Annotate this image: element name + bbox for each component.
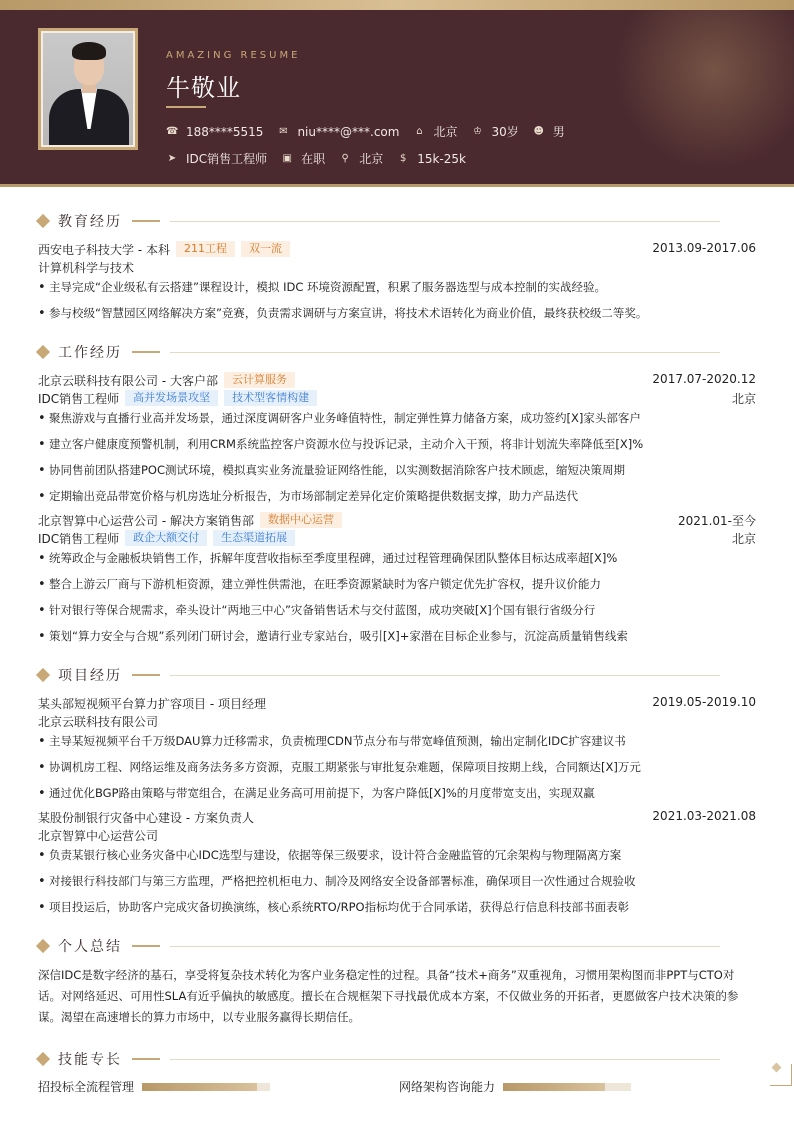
skill-bar-fill	[142, 1083, 257, 1091]
job-salary-text: 15k-25k	[417, 151, 466, 166]
job-title	[166, 150, 267, 167]
work-date: 2021.01-至今	[678, 514, 756, 528]
diamond-icon	[36, 939, 50, 953]
project-name: 某股份制银行灾备中心建设 - 方案负责人	[38, 810, 254, 825]
contact-city	[413, 123, 457, 140]
section-rule	[170, 946, 720, 947]
summary-text: 深信IDC是数字经济的基石，享受将复杂技术转化为客户业务稳定性的过程。具备“技术+商务”双重视角，习惯用架构图而非PPT与CTO对话。对网络延迟、可用性SLA有近乎偏执的敏感度。擅长在合规框架下寻找最优成本方案，不仅做业务的开拓者，更愿做客户技术决策的参谋。渴望在高速增长的算力市场中，以专业服务赢得长期信任。	[38, 968, 739, 1024]
skill-bar	[142, 1083, 270, 1091]
project-date: 2019.05-2019.10	[652, 695, 756, 709]
section-dash	[132, 945, 160, 947]
work-location: 北京	[731, 392, 756, 406]
job-row	[166, 150, 480, 167]
contact-phone	[166, 125, 263, 139]
project-date: 2021.03-2021.08	[652, 809, 756, 823]
role-tag: 技术型客情构建	[224, 390, 317, 406]
project-bullet: • 负责某银行核心业务灾备中心IDC选型与建设，依据等保三级要求，设计符合金融监管的冗余架构与物理隔离方案	[38, 847, 756, 863]
company-tag: 云计算服务	[224, 372, 295, 388]
education-title: 教育经历	[58, 214, 122, 230]
role-text: IDC销售工程师	[38, 531, 120, 546]
send-icon: ➤	[167, 153, 177, 164]
school-tag: 211工程	[176, 241, 235, 257]
location-icon: ⚲	[341, 153, 349, 164]
summary-heading	[38, 936, 720, 956]
skill-bar	[503, 1083, 631, 1091]
diamond-icon	[36, 345, 50, 359]
company-name: 北京智算中心运营公司 - 解决方案销售部	[38, 513, 254, 528]
mail-icon: ✉	[279, 126, 288, 137]
profile-photo	[43, 33, 133, 145]
role-tag: 高并发场景攻坚	[125, 390, 218, 406]
salary-icon: $	[400, 153, 407, 164]
section-dash	[132, 351, 160, 353]
work-bullet: • 聚焦游戏与直播行业高并发场景，通过深度调研客户业务峰值特性，制定弹性算力储备方案，成功签约[X]家头部客户	[38, 410, 756, 426]
work-bullet: • 整合上游云厂商与下游机柜资源，建立弹性供需池，在旺季资源紧缺时为客户锁定优先扩容权，提升议价能力	[38, 576, 756, 592]
resume-header	[0, 10, 794, 186]
education-major	[38, 259, 756, 275]
project-name: 某头部短视频平台算力扩容项目 - 项目经理	[38, 696, 266, 711]
diamond-icon	[36, 668, 50, 682]
contact-row	[166, 123, 579, 140]
diamond-icon	[36, 1052, 50, 1066]
project-entry	[38, 808, 756, 826]
work-bullet: • 定期输出竞品带宽价格与机房选址分析报告，为市场部制定差异化定价策略提供数据支撑，助力产品迭代	[38, 488, 756, 504]
project-bullet: • 项目投运后，协助客户完成灾备切换演练，核心系统RTO/RPO指标均优于合同承诺，获得总行信息科技部书面表彰	[38, 899, 756, 915]
contact-email	[277, 125, 399, 139]
role-tag: 政企大额交付	[125, 530, 207, 546]
gender-text: 男	[552, 125, 565, 139]
age-text: 30岁	[491, 125, 519, 139]
job-status	[281, 150, 325, 167]
skill-item	[399, 1078, 631, 1095]
job-salary	[397, 152, 466, 166]
email-text: niu****@***.com	[297, 124, 400, 139]
education-entry	[38, 240, 756, 258]
contact-age	[471, 123, 518, 140]
skills-heading	[38, 1049, 720, 1069]
education-heading	[38, 211, 720, 231]
company-name: 北京云联科技有限公司 - 大客户部	[38, 373, 218, 388]
phone-icon: ☎	[166, 126, 179, 137]
home-icon: ⌂	[416, 126, 423, 137]
project-bullet: • 主导某短视频平台千万级DAU算力迁移需求，负责梳理CDN节点分布与带宽峰值预测，输出定制化IDC扩容建议书	[38, 733, 756, 749]
project-bullet: • 对接银行科技部门与第三方监理，严格把控机柜电力、制冷及网络安全设备部署标准，确保项目一次性通过合规验收	[38, 873, 756, 889]
contact-gender	[533, 123, 565, 140]
skills-title: 技能专长	[58, 1052, 122, 1068]
education-date: 2013.09-2017.06	[652, 241, 756, 255]
brand-label: AMAZING RESUME	[166, 50, 301, 61]
job-title-text: IDC销售工程师	[186, 152, 268, 166]
summary-title: 个人总结	[58, 939, 122, 955]
section-rule	[170, 675, 720, 676]
work-role	[38, 529, 756, 547]
work-bullet: • 统筹政企与金融板块销售工作，拆解年度营收指标至季度里程碑，通过过程管理确保团队整体目标达成率超[X]%	[38, 550, 756, 566]
major-text: 计算机科学与技术	[38, 261, 135, 275]
project-heading	[38, 665, 720, 685]
job-location-text: 北京	[359, 152, 384, 166]
work-title: 工作经历	[58, 345, 122, 361]
school-name: 西安电子科技大学 - 本科	[38, 242, 170, 257]
corner-bracket-decoration	[770, 1064, 792, 1086]
candidate-name: 牛敬业	[166, 74, 241, 102]
project-entry	[38, 694, 756, 712]
skill-name: 网络架构咨询能力	[399, 1080, 496, 1094]
work-heading	[38, 342, 720, 362]
header-glow-decoration	[614, 10, 794, 170]
work-bullet: • 策划“算力安全与合规”系列闭门研讨会，邀请行业专家站台，吸引[X]+家潜在目标企业参与，沉淀高质量销售线索	[38, 628, 756, 644]
skill-name: 招投标全流程管理	[38, 1080, 135, 1094]
section-rule	[170, 221, 720, 222]
work-entry	[38, 371, 756, 389]
project-bullet: • 通过优化BGP路由策略与带宽组合，在满足业务高可用前提下，为客户降低[X]%的月度带宽支出，实现双赢	[38, 785, 756, 801]
project-org-text: 北京云联科技有限公司	[38, 715, 159, 729]
work-bullet: • 协同售前团队搭建POC测试环境，模拟真实业务流量验证网络性能，以实测数据消除客户技术顾虑，缩短决策周期	[38, 462, 756, 478]
skill-bar-fill	[503, 1083, 605, 1091]
work-entry	[38, 511, 756, 529]
work-bullet: • 建立客户健康度预警机制，利用CRM系统监控客户资源水位与投诉记录，主动介入干预，将非计划流失率降低至[X]%	[38, 436, 756, 452]
inbox-icon: ▣	[282, 153, 292, 164]
name-underline	[166, 106, 206, 108]
school-tag: 双一流	[241, 241, 290, 257]
project-org	[38, 713, 756, 729]
work-bullet: • 针对银行等保合规需求，牵头设计“两地三中心”灾备销售话术与交付蓝图，成功突破[X]个国有银行省级分行	[38, 602, 756, 618]
section-dash	[132, 674, 160, 676]
skill-item	[38, 1078, 270, 1095]
project-title: 项目经历	[58, 668, 122, 684]
role-tag: 生态渠道拓展	[213, 530, 295, 546]
role-text: IDC销售工程师	[38, 391, 120, 406]
education-bullet: • 参与校级“智慧园区网络解决方案”竞赛，负责需求调研与方案宣讲，将技术术语转化为商业价值，最终获校级二等奖。	[38, 305, 756, 321]
work-location: 北京	[731, 532, 756, 546]
education-bullet: • 主导完成“企业级私有云搭建”课程设计，模拟 IDC 环境资源配置，积累了服务器选型与成本控制的实战经验。	[38, 279, 756, 295]
section-rule	[170, 352, 720, 353]
section-dash	[132, 220, 160, 222]
section-rule	[170, 1059, 720, 1060]
project-bullet: • 协调机房工程、网络运维及商务法务多方资源，克服工期紧张与审批复杂难题，保障项目按期上线，合同额达[X]万元	[38, 759, 756, 775]
company-tag: 数据中心运营	[260, 512, 342, 528]
cake-icon: ♔	[472, 126, 482, 137]
project-org	[38, 827, 756, 843]
photo-hair	[72, 42, 106, 60]
job-location	[339, 150, 383, 167]
section-dash	[132, 1058, 160, 1060]
gender-icon: ☻	[533, 126, 544, 137]
work-date: 2017.07-2020.12	[652, 372, 756, 386]
diamond-icon	[36, 214, 50, 228]
header-bottom-line	[0, 184, 794, 187]
top-accent-strip	[0, 0, 794, 10]
work-role	[38, 389, 756, 407]
phone-text: 188****5515	[186, 124, 264, 139]
city-text: 北京	[433, 125, 458, 139]
job-status-text: 在职	[301, 152, 326, 166]
project-org-text: 北京智算中心运营公司	[38, 829, 159, 843]
profile-photo-frame	[38, 28, 138, 150]
